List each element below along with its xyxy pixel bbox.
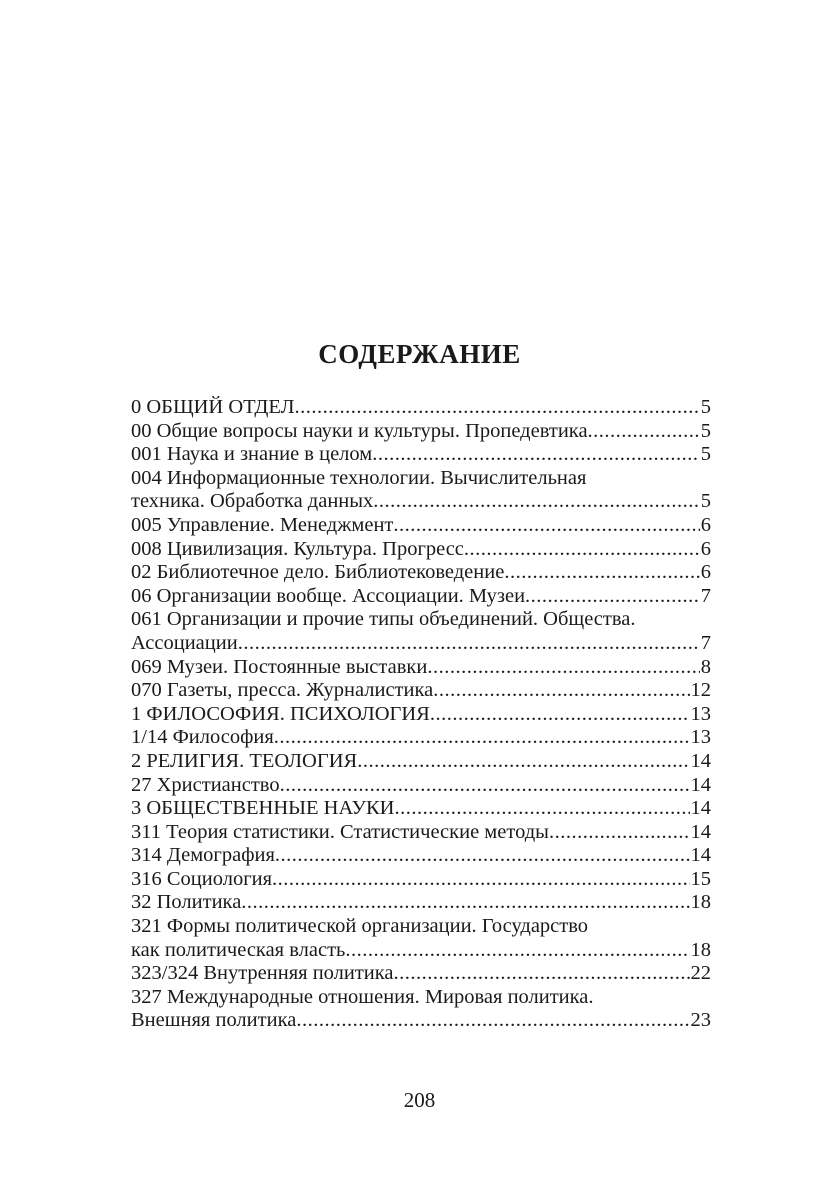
- toc-entry-row: [131, 891, 711, 915]
- dot-leader: [275, 844, 690, 868]
- toc-entry-label: 32 Политика: [131, 891, 242, 914]
- page-title: СОДЕРЖАНИЕ: [318, 339, 521, 369]
- toc-entry: [131, 915, 711, 962]
- toc-entry: [131, 396, 711, 420]
- toc-entry-label: 00 Общие вопросы науки и культуры. Пропедевтика: [131, 419, 588, 442]
- dot-leader: [345, 939, 689, 963]
- dot-leader: [525, 585, 700, 609]
- toc-entry: [131, 962, 711, 986]
- dot-leader: [394, 797, 689, 821]
- toc-entry-first-line: 004 Информационные технологии. Вычислительная: [131, 466, 587, 489]
- toc-entry-row: [131, 962, 711, 986]
- toc-entry: [131, 538, 711, 562]
- dot-leader: [549, 821, 690, 845]
- table-of-contents: [131, 396, 711, 1033]
- dot-leader: [373, 490, 699, 514]
- toc-entry: [131, 750, 711, 774]
- toc-entry-label: 001 Наука и знание в целом: [131, 443, 373, 466]
- toc-entry-page-number: 14: [690, 820, 711, 843]
- toc-entry-label: как политическая власть: [131, 938, 346, 961]
- toc-entry: [131, 844, 711, 868]
- toc-entry: [131, 891, 711, 915]
- toc-entry-page-number: 13: [690, 726, 711, 749]
- dot-leader: [427, 656, 699, 680]
- toc-entry-row: [131, 514, 711, 538]
- toc-entry: [131, 514, 711, 538]
- dot-leader: [241, 891, 689, 915]
- toc-entry-label: 06 Организации вообще. Ассоциации. Музеи: [131, 584, 526, 607]
- toc-entry-label: техника. Обработка данных: [131, 490, 374, 513]
- toc-entry: [131, 774, 711, 798]
- toc-entry-row: [131, 656, 711, 680]
- toc-entry-label: 0 ОБЩИЙ ОТДЕЛ: [131, 396, 295, 418]
- toc-entry-row: [131, 443, 711, 467]
- toc-entry-page-number: 23: [690, 1009, 711, 1032]
- toc-entry: [131, 467, 711, 514]
- dot-leader: [280, 774, 690, 798]
- page-number: 208: [403, 1088, 436, 1112]
- dot-leader: [272, 868, 689, 892]
- toc-entry-row: [131, 561, 711, 585]
- dot-leader: [430, 703, 690, 727]
- toc-entry-page-number: 6: [700, 537, 711, 560]
- toc-entry-row: [131, 939, 711, 963]
- toc-entry-label: 1 ФИЛОСОФИЯ. ПСИХОЛОГИЯ: [131, 702, 430, 725]
- toc-entry-row: [131, 703, 711, 727]
- dot-leader: [357, 750, 689, 774]
- toc-entry-page-number: 7: [700, 631, 711, 654]
- toc-entry-row: [131, 490, 711, 514]
- toc-entry-row: [131, 585, 711, 609]
- toc-entry-label: 316 Социология: [131, 867, 273, 890]
- toc-entry: [131, 585, 711, 609]
- toc-entry: [131, 797, 711, 821]
- toc-entry-row: [131, 1009, 711, 1033]
- toc-entry-label: 069 Музеи. Постоянные выставки: [131, 655, 428, 678]
- toc-entry-page-number: 6: [700, 561, 711, 584]
- toc-entry-page-number: 12: [690, 679, 711, 702]
- toc-entry-page-number: 14: [690, 749, 711, 772]
- toc-entry-row: [131, 750, 711, 774]
- toc-entry-page-number: 22: [690, 962, 711, 985]
- toc-entry-label: Внешняя политика: [131, 1009, 297, 1032]
- toc-entry-label: 2 РЕЛИГИЯ. ТЕОЛОГИЯ: [131, 749, 358, 772]
- toc-entry-page-number: 14: [690, 844, 711, 867]
- toc-entry-label: 1/14 Философия: [131, 726, 274, 749]
- dot-leader: [372, 443, 700, 467]
- toc-entry-row: [131, 868, 711, 892]
- toc-entry-row: [131, 632, 711, 656]
- toc-entry-page-number: 15: [690, 867, 711, 890]
- toc-entry-page-number: 14: [690, 773, 711, 796]
- toc-entry-label: 070 Газеты, пресса. Журналистика: [131, 679, 434, 702]
- toc-entry: [131, 561, 711, 585]
- dot-leader: [504, 561, 699, 585]
- toc-entry-label: 008 Цивилизация. Культура. Прогресс: [131, 537, 464, 560]
- toc-entry-label: Ассоциации: [131, 631, 238, 654]
- toc-entry: [131, 608, 711, 655]
- toc-entry-row: [131, 726, 711, 750]
- toc-entry: [131, 703, 711, 727]
- toc-entry-page-number: 5: [700, 443, 711, 466]
- dot-leader: [295, 396, 700, 420]
- toc-entry-page-number: 7: [700, 584, 711, 607]
- toc-entry-page-number: 5: [700, 419, 711, 442]
- toc-entry-label: 323/324 Внутренняя политика: [131, 962, 394, 985]
- toc-entry-label: 3 ОБЩЕСТВЕННЫЕ НАУКИ: [131, 797, 395, 820]
- toc-entry-page-number: 5: [700, 490, 711, 513]
- toc-entry-label: 27 Христианство: [131, 773, 280, 796]
- toc-entry: [131, 420, 711, 444]
- toc-entry-page-number: 5: [700, 396, 711, 418]
- toc-entry: [131, 868, 711, 892]
- toc-entry: [131, 656, 711, 680]
- toc-entry-row: [131, 844, 711, 868]
- dot-leader: [238, 632, 700, 656]
- toc-entry-label: 02 Библиотечное дело. Библиотековедение: [131, 561, 505, 584]
- toc-entry-page-number: 18: [690, 938, 711, 961]
- toc-entry: [131, 726, 711, 750]
- toc-entry: [131, 679, 711, 703]
- toc-entry-page-number: 18: [690, 891, 711, 914]
- toc-entry-page-number: 13: [690, 702, 711, 725]
- dot-leader: [588, 420, 700, 444]
- toc-entry-page-number: 6: [700, 513, 711, 536]
- dot-leader: [433, 679, 689, 703]
- toc-entry: [131, 443, 711, 467]
- toc-entry-row: [131, 797, 711, 821]
- toc-entry-label: 314 Демография: [131, 844, 275, 867]
- toc-entry-row: [131, 396, 711, 420]
- toc-entry-first-line: 321 Формы политической организации. Государство: [131, 915, 589, 938]
- toc-entry: [131, 821, 711, 845]
- dot-leader: [296, 1009, 689, 1033]
- dot-leader: [393, 514, 699, 538]
- toc-entry-row: [131, 679, 711, 703]
- toc-entry-page-number: 8: [700, 655, 711, 678]
- dot-leader: [274, 726, 690, 750]
- toc-entry-row: [131, 538, 711, 562]
- toc-entry-row: [131, 774, 711, 798]
- toc-entry: [131, 986, 711, 1033]
- toc-entry-row: [131, 821, 711, 845]
- toc-entry-first-line: 061 Организации и прочие типы объединений. Общества.: [131, 608, 636, 631]
- toc-entry-row: [131, 420, 711, 444]
- toc-entry-label: 005 Управление. Менеджмент: [131, 513, 394, 536]
- dot-leader: [464, 538, 700, 562]
- toc-entry-label: 311 Теория статистики. Статистические методы: [131, 820, 549, 843]
- dot-leader: [394, 962, 690, 986]
- toc-entry-first-line: 327 Международные отношения. Мировая политика.: [131, 985, 594, 1008]
- toc-entry-page-number: 14: [690, 797, 711, 820]
